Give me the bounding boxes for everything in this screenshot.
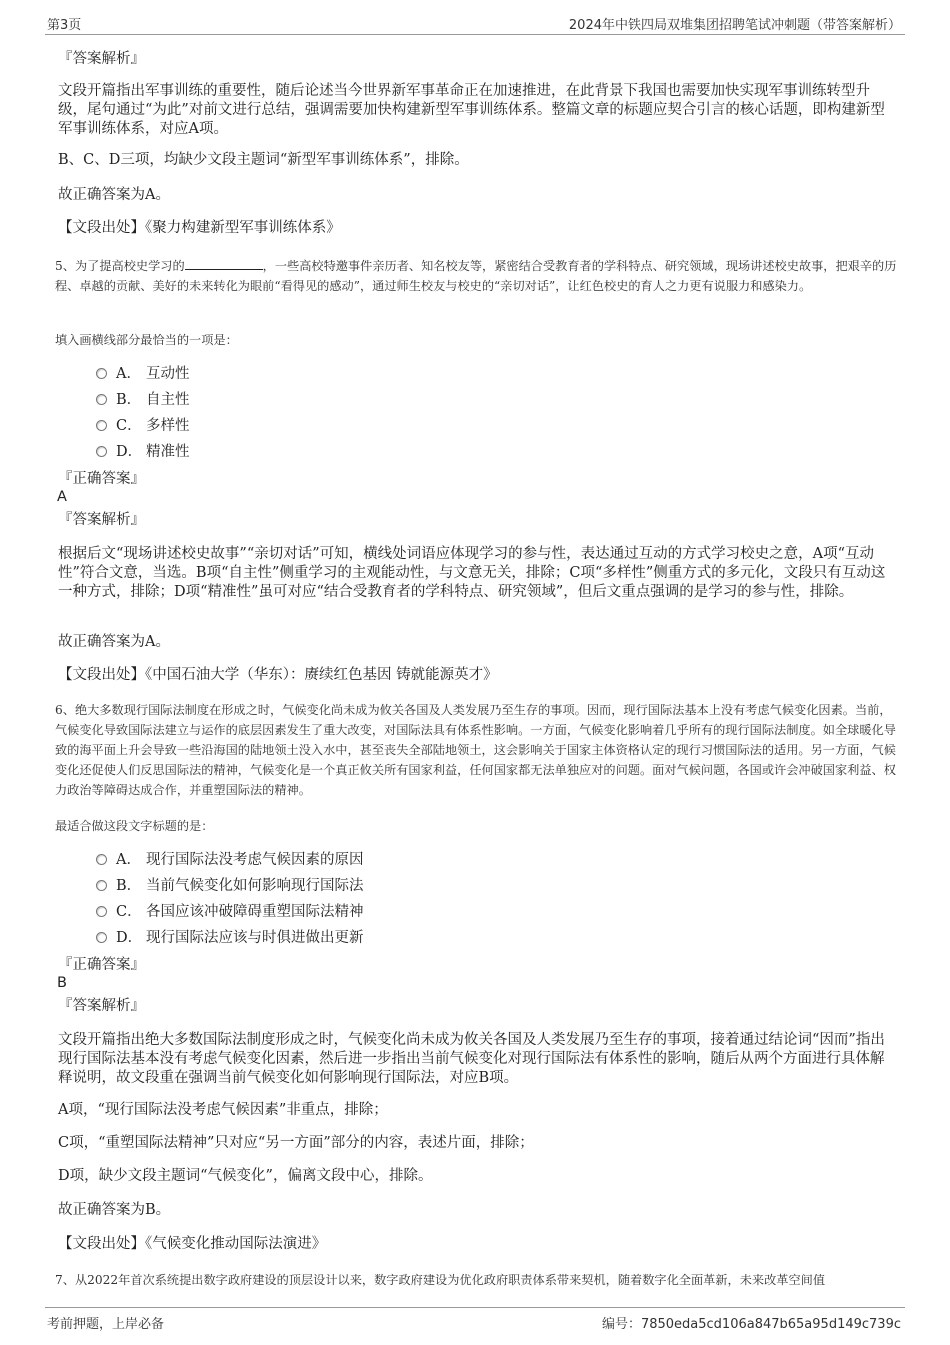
q5-correct-answer: A (57, 489, 67, 505)
q6-analysis-label: 『答案解析』 (58, 998, 145, 1014)
q5-correct-label: 『正确答案』 (58, 471, 145, 487)
radio-icon[interactable] (96, 854, 107, 865)
q6-correct-answer: B (57, 975, 67, 991)
q6-option-d[interactable]: D． 现行国际法应该与时俱进做出更新 (96, 928, 364, 948)
q5-conclusion: 故正确答案为A。 (58, 634, 170, 650)
radio-icon[interactable] (96, 420, 107, 431)
document-id: 编号：7850eda5cd106a847b65a95d149c739c (601, 1317, 901, 1332)
q5-option-c[interactable]: C． 多样性 (96, 416, 190, 436)
fill-blank (185, 257, 263, 270)
q5-analysis-label: 『答案解析』 (58, 512, 145, 528)
radio-icon[interactable] (96, 368, 107, 379)
q6-source: 【文段出处】《气候变化推动国际法演进》 (58, 1236, 327, 1252)
q6-analysis-paragraph: 文段开篇指出绝大多数国际法制度形成之时，气候变化尚未成为攸关各国及人类发展乃至生存的事项，接着通过结论词“因而”指出现行国际法基本没有考虑气候变化因素，然后进一步指出当前气候变化对现行国际法有体系性的影响，随后从两个方面进行具体解释说明，故文段重在强调当前气候变化如何影响现行国际法，对应B项。 (58, 1032, 885, 1086)
q4-conclusion: 故正确答案为A。 (58, 187, 170, 203)
q6-conclusion: 故正确答案为B。 (58, 1202, 171, 1218)
q6-analysis-d: D项，缺少文段主题词“气候变化”，偏离文段中心，排除。 (58, 1168, 433, 1184)
q6-option-b[interactable]: B． 当前气候变化如何影响现行国际法 (96, 876, 364, 896)
q6-correct-label: 『正确答案』 (58, 957, 145, 973)
q5-analysis-paragraph: 根据后文“现场讲述校史故事”“亲切对话”可知，横线处词语应体现学习的参与性，表达通过互动的方式学习校史之意，A项“互动性”符合文意，当选。B项“自主性”侧重学习的主观能动性，与文意无关，排除；C项“多样性”侧重方式的多元化，文段只有互动这一种方式，排除；D项“精准性”虽可对应“结合受教育者的学科特点、研究领域”，但后文重点强调的是学习的参与性，排除。 (58, 546, 886, 600)
q4-analysis-bcd: B、C、D三项，均缺少文段主题词“新型军事训练体系”，排除。 (58, 152, 469, 168)
page-footer (45, 1307, 905, 1330)
radio-icon[interactable] (96, 932, 107, 943)
q7-stem: 7、从2022年首次系统提出数字政府建设的顶层设计以来，数字政府建设为优化政府职责体系带来契机，随着数字化全面革新，未来改革空间值 (55, 1273, 826, 1287)
page-header (45, 14, 905, 35)
q5-source: 【文段出处】《中国石油大学（华东）：赓续红色基因 铸就能源英才》 (58, 667, 498, 683)
q5-option-d[interactable]: D． 精准性 (96, 442, 190, 462)
document-title: 2024年中铁四局双堆集团招聘笔试冲刺题（带答案解析） (568, 18, 901, 33)
q6-option-a[interactable]: A． 现行国际法没考虑气候因素的原因 (96, 850, 364, 870)
footer-slogan: 考前押题，上岸必备 (47, 1317, 165, 1332)
page-number: 第3页 (47, 18, 82, 33)
q6-prompt: 最适合做这段文字标题的是： (55, 819, 214, 833)
q6-analysis-c: C项，“重塑国际法精神”只对应“另一方面”部分的内容，表述片面，排除； (58, 1135, 534, 1151)
radio-icon[interactable] (96, 394, 107, 405)
q5-option-b[interactable]: B． 自主性 (96, 390, 190, 410)
q4-analysis-paragraph: 文段开篇指出军事训练的重要性，随后论述当今世界新军事革命正在加速推进，在此背景下我国也需要加快实现军事训练转型升级，尾句通过“为此”对前文进行总结，强调需要加快构建新型军事训练体系。整篇文章的标题应契合引言的核心话题，即构建新型军事训练体系，对应A项。 (58, 83, 885, 137)
q4-analysis-label: 『答案解析』 (58, 51, 145, 67)
q4-source: 【文段出处】《聚力构建新型军事训练体系》 (58, 220, 341, 236)
q5-option-a[interactable]: A． 互动性 (96, 364, 190, 384)
q5-prompt: 填入画横线部分最恰当的一项是： (55, 333, 238, 347)
q6-stem: 6、绝大多数现行国际法制度在形成之时，气候变化尚未成为攸关各国及人类发展乃至生存的事项。因而，现行国际法基本上没有考虑气候变化因素。当前，气候变化导致国际法建立与运作的底层因素发生了重大改变，对国际法具有体系性影响。一方面，气候变化影响着几乎所有的现行国际法制度。如全球暖化导致的海平面上升会导致一些沿海国的陆地领土没入水中，甚至丧失全部陆地领土，这会影响关于国家主体资格认定的现行习惯国际法的适用。另一方面，气候变化还促使人们反思国际法的精神，气候变化是一个真正攸关所有国家利益，任何国家都无法单独应对的问题。面对气候问题，各国或许会冲破国家利益、权力政治等障碍达成合作，并重塑国际法的精神。 (55, 703, 896, 797)
q6-analysis-a: A项，“现行国际法没考虑气候因素”非重点，排除； (58, 1102, 388, 1118)
radio-icon[interactable] (96, 880, 107, 891)
q5-stem: 5、为了提高校史学习的 ，一些高校特邀事件亲历者、知名校友等，紧密结合受教育者的学科特点、研究领域，现场讲述校史故事，把艰辛的历程、卓越的贡献、美好的未来转化为眼前“看得见的感动”，通过师生校友与校史的“亲切对话”，让红色校史的育人之力更有说服力和感染力。 (55, 259, 897, 293)
q6-option-c[interactable]: C． 各国应该冲破障碍重塑国际法精神 (96, 902, 364, 922)
radio-icon[interactable] (96, 906, 107, 917)
radio-icon[interactable] (96, 446, 107, 457)
